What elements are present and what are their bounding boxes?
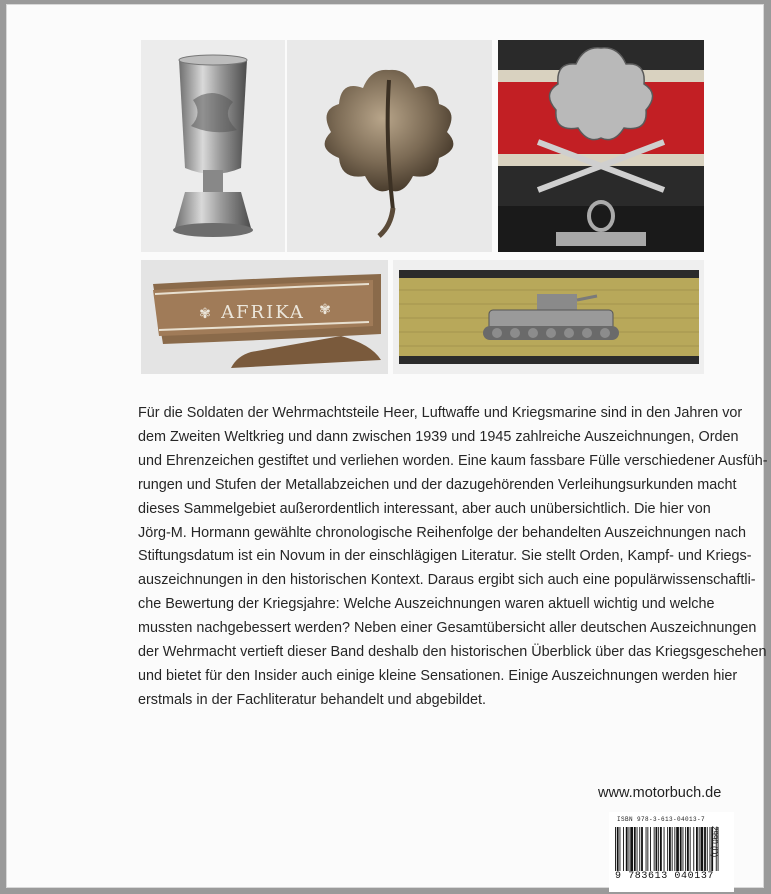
blurb-line: Jörg-M. Hormann gewählte chronologische Reihenfolge der behandelten Auszeichnungen nach (138, 524, 747, 541)
cuff-title-icon (141, 260, 388, 374)
svg-text:✾: ✾ (319, 301, 331, 317)
barcode-bar (630, 827, 633, 871)
barcode-bar (623, 827, 624, 871)
barcode-bar (660, 827, 662, 871)
blurb-line: Für die Soldaten der Wehrmachtsteile Heer, Luftwaffe und Kriegsmarine sind in den Jahren vor (138, 405, 743, 421)
barcode-bar (693, 827, 694, 871)
barcode-bar (672, 827, 673, 871)
barcode-number: 9 783613 040137 (615, 871, 715, 882)
blurb-line: und Ehrenzeichen gestiftet und verliehen worden. Eine kaum fassbare Fülle verschiedener Ausfüh- (138, 452, 768, 469)
barcode-bar (650, 827, 651, 871)
barcode-bar (696, 827, 698, 871)
barcode-bars (615, 827, 719, 871)
blurb-line: erstmals in der Fachliteratur behandelt und abgebildet. (138, 691, 486, 708)
price-label: 2990 (D) (710, 826, 719, 858)
barcode-bar (615, 827, 616, 871)
barcode-bar (683, 827, 684, 871)
blurb-line: der Wehrmacht vertieft dieser Band deshalb den historischen Überblick über das Kriegsgeschehen (138, 644, 767, 661)
barcode-bar (629, 827, 630, 871)
barcode-bar (687, 827, 689, 871)
oak-leaves-swords-icon (498, 40, 704, 252)
book-back-cover (6, 4, 768, 888)
photo-tank-badge (393, 260, 704, 374)
book-blurb (138, 402, 768, 713)
barcode-bar (656, 827, 658, 871)
barcode-bar (701, 827, 704, 871)
barcode-bar (634, 827, 636, 871)
barcode-bar (654, 827, 655, 871)
blurb-line: dem Zweiten Weltkrieg und dann zwischen 1939 und 1945 zahlreiche Auszeichnungen, Orden (138, 428, 739, 445)
oak-leaves-icon (287, 40, 492, 252)
barcode-bar (664, 827, 665, 871)
svg-text:✾: ✾ (199, 305, 211, 321)
barcode-bar (707, 827, 708, 871)
barcode-bar (620, 827, 621, 871)
tank-badge-icon (393, 260, 704, 374)
barcode-bar (626, 827, 628, 871)
barcode-bar (667, 827, 668, 871)
barcode-bar (685, 827, 686, 871)
isbn-text: ISBN 978-3-613-04013-7 (617, 816, 706, 823)
barcode-bar (676, 827, 679, 871)
photo-oak-leaves-swords (498, 40, 704, 252)
blurb-line: Stiftungsdatum ist ein Novum in der einschlägigen Literatur. Sie stellt Orden, Kampf- und Kriegs- (138, 548, 752, 565)
barcode-bar (658, 827, 659, 871)
photo-afrika-cuff-title (141, 260, 388, 374)
blurb-line: und bietet für den Insider auch einige kleine Sensationen. Einige Auszeichnungen werden hier (138, 667, 738, 684)
barcode-bar (647, 827, 648, 871)
barcode-bar (699, 827, 700, 871)
afrika-text: AFRIKA (221, 302, 305, 323)
blurb-line: rungen und Stufen der Metallabzeichen und der dazugehörenden Verleihungsurkunden macht (138, 476, 737, 493)
barcode-bar (641, 827, 643, 871)
photo-goblet (141, 40, 285, 252)
blurb-line: che Bewertung der Kriegsjahre: Welche Auszeichnungen waren aktuell wichtig und welche (138, 596, 715, 613)
silver-goblet-icon (141, 40, 285, 252)
barcode-bar (617, 827, 619, 871)
barcode-bar (637, 827, 638, 871)
barcode-bar (639, 827, 640, 871)
blurb-line: dieses Sammelgebiet außerordentlich interessant, aber auch unübersichtlich. Die hier von (138, 500, 711, 517)
publisher-website: www.motorbuch.de (598, 785, 722, 801)
photo-oak-leaves (287, 40, 492, 252)
barcode-bar (669, 827, 671, 871)
blurb-line: mussten nachgebessert werden? Neben einer Gesamtübersicht aller deutschen Auszeichnungen (138, 620, 757, 637)
barcode-bar (680, 827, 682, 871)
barcode-bar (674, 827, 675, 871)
barcode-bar (704, 827, 706, 871)
barcode-bar (646, 827, 647, 871)
barcode-bar (690, 827, 691, 871)
blurb-line: auszeichnungen in den historischen Kontext. Daraus ergibt sich auch eine populärwissenschaftli- (138, 572, 756, 589)
